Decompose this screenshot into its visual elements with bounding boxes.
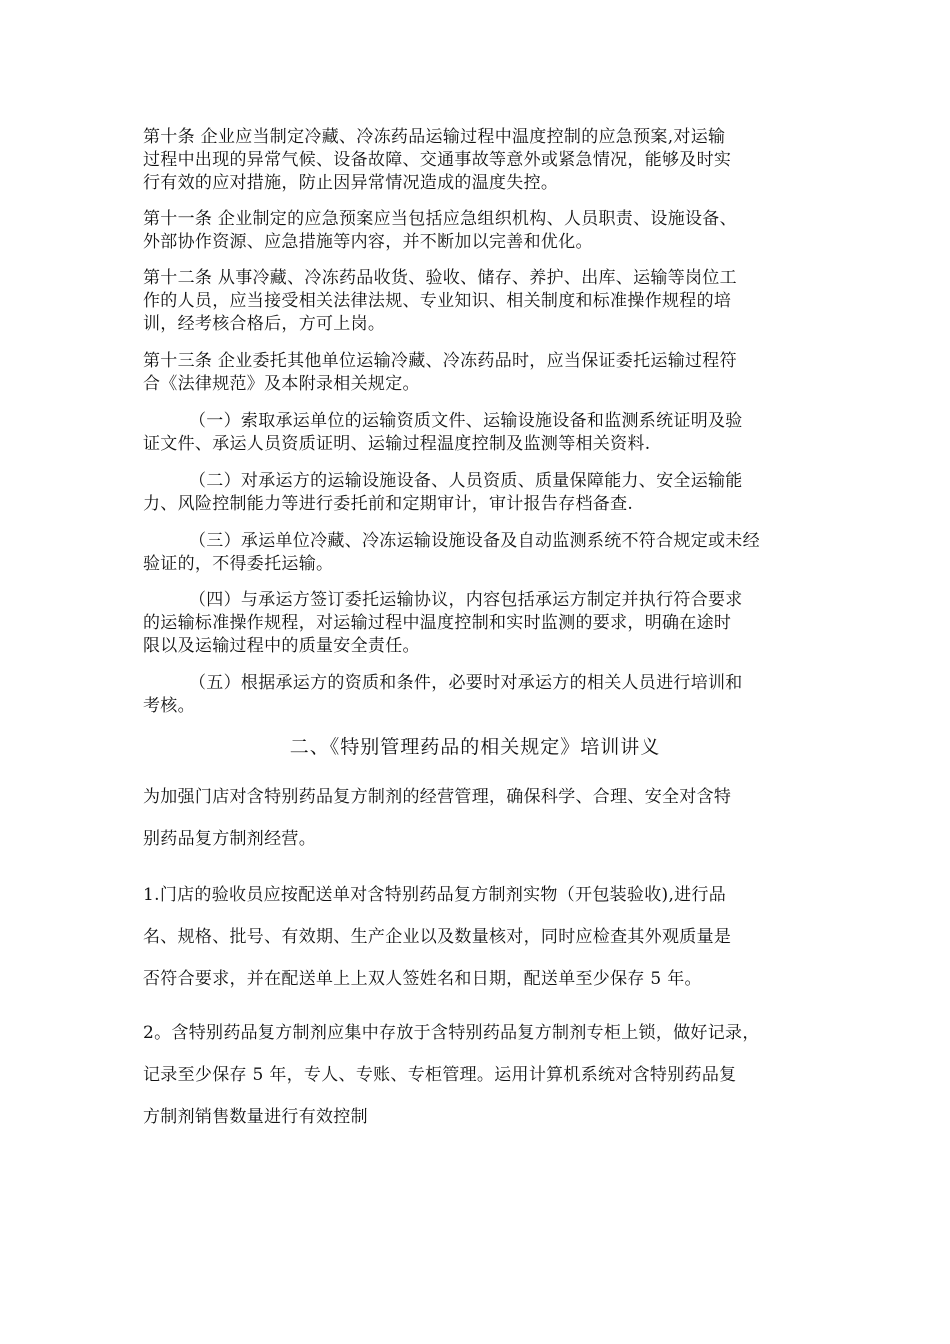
rule-1 [143, 874, 803, 1000]
text-line: 作的人员，应当接受相关法律法规、专业知识、相关制度和标准操作规程的培 [143, 291, 732, 311]
text-line: 名、规格、批号、有效期、生产企业以及数量核对，同时应检查其外观质量是 [143, 927, 732, 947]
item-4 [143, 589, 803, 658]
article-13 [143, 350, 803, 396]
text-line: （一）索取承运单位的运输资质文件、运输设施设备和监测系统证明及验 [189, 411, 743, 431]
article-10 [143, 126, 803, 195]
text-line: 记录至少保存 5 年，专人、专账、专柜管理。运用计算机系统对含特别药品复 [143, 1065, 737, 1085]
text-line: 行有效的应对措施，防止因异常情况造成的温度失控。 [143, 173, 559, 193]
text-line: （二）对承运方的运输设施设备、人员资质、质量保障能力、安全运输能 [189, 471, 743, 491]
text-line: 外部协作资源、应急措施等内容，并不断加以完善和优化。 [143, 232, 593, 252]
text-line: 第十一条 企业制定的应急预案应当包括应急组织机构、人员职责、设施设备、 [143, 209, 737, 229]
text-line: 2。含特别药品复方制剂应集中存放于含特别药品复方制剂专柜上锁，做好记录， [143, 1023, 760, 1043]
text-line: 别药品复方制剂经营。 [143, 829, 316, 849]
text-line: 验证的，不得委托运输。 [143, 554, 334, 574]
text-line: 合《法律规范》及本附录相关规定。 [143, 374, 420, 394]
rule-2 [143, 1012, 803, 1138]
text-line: 方制剂销售数量进行有效控制 [143, 1107, 368, 1127]
section-heading: 二、《特别管理药品的相关规定》培训讲义 [289, 736, 661, 758]
text-line: 的运输标准操作规程，对运输过程中温度控制和实时监测的要求，明确在途时 [143, 613, 732, 633]
text-line: 第十三条 企业委托其他单位运输冷藏、冷冻药品时，应当保证委托运输过程符 [143, 351, 737, 371]
text-line: 考核。 [143, 696, 195, 716]
text-line: 过程中出现的异常气候、设备故障、交通事故等意外或紧急情况，能够及时实 [143, 150, 732, 170]
text-line: （五）根据承运方的资质和条件，必要时对承运方的相关人员进行培训和 [189, 673, 743, 693]
item-3 [143, 530, 803, 576]
text-line: 第十二条 从事冷藏、冷冻药品收货、验收、储存、养护、出库、运输等岗位工 [143, 268, 737, 288]
item-2 [143, 470, 803, 516]
text-line: 1.门店的验收员应按配送单对含特别药品复方制剂实物（开包装验收),进行品 [143, 885, 727, 905]
text-line: 训，经考核合格后，方可上岗。 [143, 314, 386, 334]
article-12 [143, 267, 803, 336]
intro-paragraph [143, 776, 803, 860]
text-line: 力、风险控制能力等进行委托前和定期审计，审计报告存档备查. [143, 494, 634, 514]
text-line: 限以及运输过程中的质量安全责任。 [143, 636, 420, 656]
article-11 [143, 208, 803, 254]
text-line: （三）承运单位冷藏、冷冻运输设施设备及自动监测系统不符合规定或未经 [189, 531, 760, 551]
text-line: 证文件、承运人员资质证明、运输过程温度控制及监测等相关资料. [143, 434, 651, 454]
text-line: 第十条 企业应当制定冷藏、冷冻药品运输过程中温度控制的应急预案,对运输 [143, 127, 726, 147]
text-line: （四）与承运方签订委托运输协议，内容包括承运方制定并执行符合要求 [189, 590, 743, 610]
item-1 [143, 410, 803, 456]
text-line: 为加强门店对含特别药品复方制剂的经营管理，确保科学、合理、安全对含特 [143, 787, 732, 807]
item-5 [143, 672, 803, 718]
text-line: 否符合要求，并在配送单上上双人签姓名和日期，配送单至少保存 5 年。 [143, 969, 702, 989]
